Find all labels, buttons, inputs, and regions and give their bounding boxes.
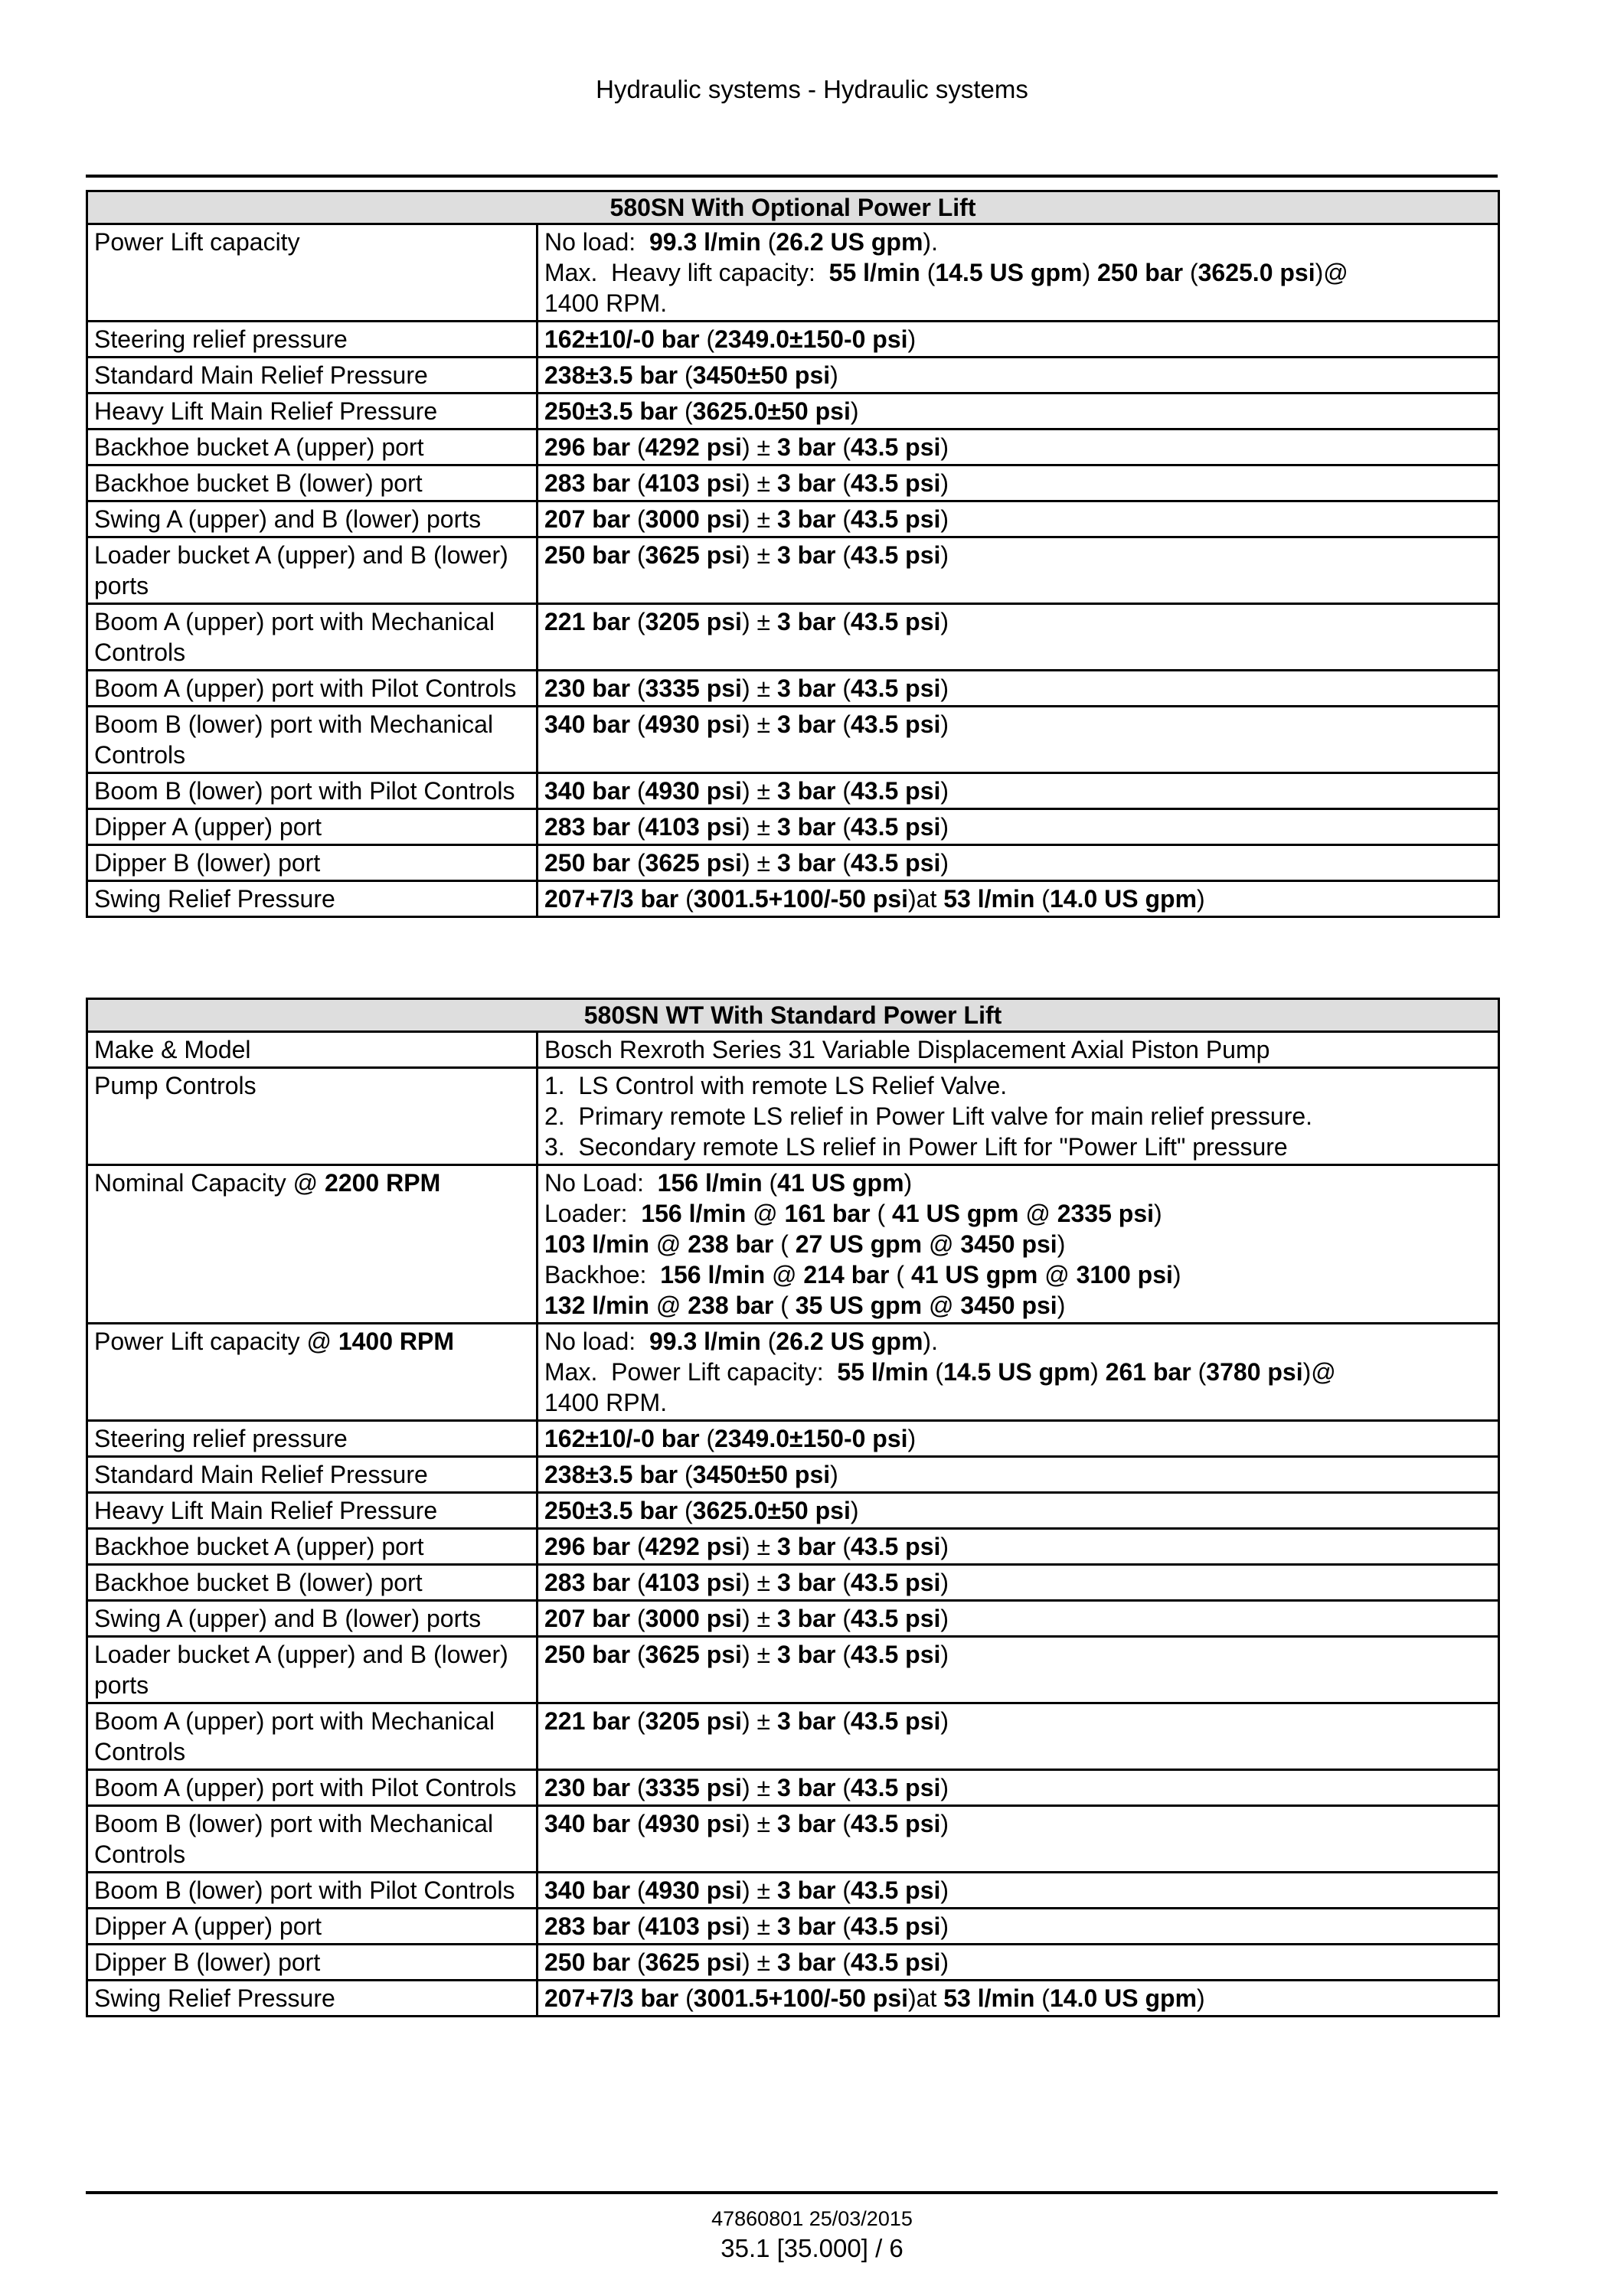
spec-label: Make & Model [87,1032,538,1068]
spec-label: Dipper B (lower) port [87,1945,538,1981]
table-title: 580SN WT With Standard Power Lift [87,999,1499,1032]
spec-label: Standard Main Relief Pressure [87,1457,538,1493]
spec-value: 340 bar (4930 psi) ± 3 bar (43.5 psi) [538,1873,1499,1909]
spec-label: Boom B (lower) port with Mechanical Controls [87,707,538,773]
spec-label: Boom A (upper) port with Mechanical Controls [87,1703,538,1770]
table-row [87,358,1499,394]
table-row [87,1068,1499,1165]
table-row [87,881,1499,917]
spec-label: Pump Controls [87,1068,538,1165]
table-row [87,394,1499,429]
spec-value: 250 bar (3625 psi) ± 3 bar (43.5 psi) [538,1637,1499,1703]
spec-value: No Load: 156 l/min (41 US gpm) Loader: 156 l/min @ 161 bar ( 41 US gpm @ 2335 psi) 103 l/min @ 238 bar ( 27 US gpm @ 3450 psi) Backhoe: 156 l/min @ 214 bar ( 41 US gpm @ 3100 psi) 132 l/min @ 238 bar ( 35 US gpm @ 3450 psi) [538,1165,1499,1324]
spec-value: 340 bar (4930 psi) ± 3 bar (43.5 psi) [538,773,1499,809]
spec-label: Boom A (upper) port with Pilot Controls [87,671,538,707]
header-rule [86,175,1498,178]
table-row [87,1637,1499,1703]
spec-value: 162±10/-0 bar (2349.0±150-0 psi) [538,322,1499,358]
footer-rule [86,2191,1498,2194]
table-row [87,773,1499,809]
spec-value: 340 bar (4930 psi) ± 3 bar (43.5 psi) [538,1806,1499,1873]
spec-value: 283 bar (4103 psi) ± 3 bar (43.5 psi) [538,1909,1499,1945]
table-title: 580SN With Optional Power Lift [87,191,1499,224]
spec-table-standard-power-lift [86,998,1500,2017]
spec-value: 296 bar (4292 psi) ± 3 bar (43.5 psi) [538,429,1499,465]
footer-page-ref: 35.1 [35.000] / 6 [721,2234,903,2262]
table-row [87,1032,1499,1068]
table-row [87,1981,1499,2017]
spec-label: Boom A (upper) port with Mechanical Controls [87,604,538,671]
spec-value: 250 bar (3625 psi) ± 3 bar (43.5 psi) [538,1945,1499,1981]
spec-value: 250±3.5 bar (3625.0±50 psi) [538,1493,1499,1529]
spec-value: Bosch Rexroth Series 31 Variable Displacement Axial Piston Pump [538,1032,1499,1068]
spec-value: 221 bar (3205 psi) ± 3 bar (43.5 psi) [538,604,1499,671]
table-row [87,671,1499,707]
spec-value: 283 bar (4103 psi) ± 3 bar (43.5 psi) [538,465,1499,501]
spec-label: Backhoe bucket A (upper) port [87,429,538,465]
spec-label: Power Lift capacity @ 1400 RPM [87,1324,538,1421]
spec-label: Swing Relief Pressure [87,1981,538,2017]
spec-label: Backhoe bucket A (upper) port [87,1529,538,1565]
spec-label: Dipper A (upper) port [87,1909,538,1945]
spec-label: Boom B (lower) port with Mechanical Controls [87,1806,538,1873]
footer-doc-code: 47860801 25/03/2015 [711,2207,913,2230]
table-row [87,845,1499,881]
table-row [87,1873,1499,1909]
table-row [87,1165,1499,1324]
spec-value: 221 bar (3205 psi) ± 3 bar (43.5 psi) [538,1703,1499,1770]
table-row [87,1909,1499,1945]
spec-label: Nominal Capacity @ 2200 RPM [87,1165,538,1324]
spec-value: 296 bar (4292 psi) ± 3 bar (43.5 psi) [538,1529,1499,1565]
table-row [87,501,1499,537]
table-row [87,1703,1499,1770]
spec-value: 283 bar (4103 psi) ± 3 bar (43.5 psi) [538,1565,1499,1601]
spec-label: Loader bucket A (upper) and B (lower) ports [87,537,538,604]
table-row [87,809,1499,845]
spec-value: 238±3.5 bar (3450±50 psi) [538,358,1499,394]
spec-value: 230 bar (3335 psi) ± 3 bar (43.5 psi) [538,671,1499,707]
table-row [87,537,1499,604]
spec-label: Boom B (lower) port with Pilot Controls [87,1873,538,1909]
table-row [87,429,1499,465]
spec-label: Boom A (upper) port with Pilot Controls [87,1770,538,1806]
page-header-title: Hydraulic systems - Hydraulic systems [596,75,1028,103]
spec-label: Dipper B (lower) port [87,845,538,881]
table-row [87,1457,1499,1493]
spec-value: No load: 99.3 l/min (26.2 US gpm). Max. Heavy lift capacity: 55 l/min (14.5 US gpm) 250 bar (3625.0 psi)@ 1400 RPM. [538,224,1499,322]
spec-value: 250 bar (3625 psi) ± 3 bar (43.5 psi) [538,537,1499,604]
spec-value: 1. LS Control with remote LS Relief Valve. 2. Primary remote LS relief in Power Lift valve for main relief pressure. 3. Secondary remote LS relief in Power Lift for "Power Lift" pressure [538,1068,1499,1165]
spec-value: 250±3.5 bar (3625.0±50 psi) [538,394,1499,429]
spec-value: 283 bar (4103 psi) ± 3 bar (43.5 psi) [538,809,1499,845]
spec-value: 207 bar (3000 psi) ± 3 bar (43.5 psi) [538,1601,1499,1637]
table-row [87,1565,1499,1601]
spec-label: Standard Main Relief Pressure [87,358,538,394]
spec-label: Heavy Lift Main Relief Pressure [87,1493,538,1529]
spec-value: 250 bar (3625 psi) ± 3 bar (43.5 psi) [538,845,1499,881]
spec-label: Swing A (upper) and B (lower) ports [87,1601,538,1637]
table-row [87,1529,1499,1565]
spec-value: 207 bar (3000 psi) ± 3 bar (43.5 psi) [538,501,1499,537]
table-row [87,1324,1499,1421]
spec-label: Backhoe bucket B (lower) port [87,465,538,501]
spec-label: Steering relief pressure [87,322,538,358]
spec-value: 230 bar (3335 psi) ± 3 bar (43.5 psi) [538,1770,1499,1806]
spec-value: 340 bar (4930 psi) ± 3 bar (43.5 psi) [538,707,1499,773]
spec-label: Dipper A (upper) port [87,809,538,845]
table-row [87,322,1499,358]
spec-table-optional-power-lift [86,190,1500,918]
spec-label: Loader bucket A (upper) and B (lower) ports [87,1637,538,1703]
table-row [87,1493,1499,1529]
spec-value: 238±3.5 bar (3450±50 psi) [538,1457,1499,1493]
spec-label: Steering relief pressure [87,1421,538,1457]
table-row [87,1770,1499,1806]
spec-label: Swing A (upper) and B (lower) ports [87,501,538,537]
table-row [87,1421,1499,1457]
table-row [87,465,1499,501]
table-row [87,1806,1499,1873]
spec-value: 207+7/3 bar (3001.5+100/-50 psi)at 53 l/min (14.0 US gpm) [538,1981,1499,2017]
spec-label: Heavy Lift Main Relief Pressure [87,394,538,429]
spec-label: Swing Relief Pressure [87,881,538,917]
spec-label: Power Lift capacity [87,224,538,322]
spec-label: Backhoe bucket B (lower) port [87,1565,538,1601]
table-row [87,604,1499,671]
spec-label: Boom B (lower) port with Pilot Controls [87,773,538,809]
spec-value: No load: 99.3 l/min (26.2 US gpm). Max. Power Lift capacity: 55 l/min (14.5 US gpm) 261 bar (3780 psi)@ 1400 RPM. [538,1324,1499,1421]
table-row [87,224,1499,322]
table-row [87,1601,1499,1637]
table-row [87,1945,1499,1981]
spec-value: 207+7/3 bar (3001.5+100/-50 psi)at 53 l/min (14.0 US gpm) [538,881,1499,917]
spec-value: 162±10/-0 bar (2349.0±150-0 psi) [538,1421,1499,1457]
table-row [87,707,1499,773]
